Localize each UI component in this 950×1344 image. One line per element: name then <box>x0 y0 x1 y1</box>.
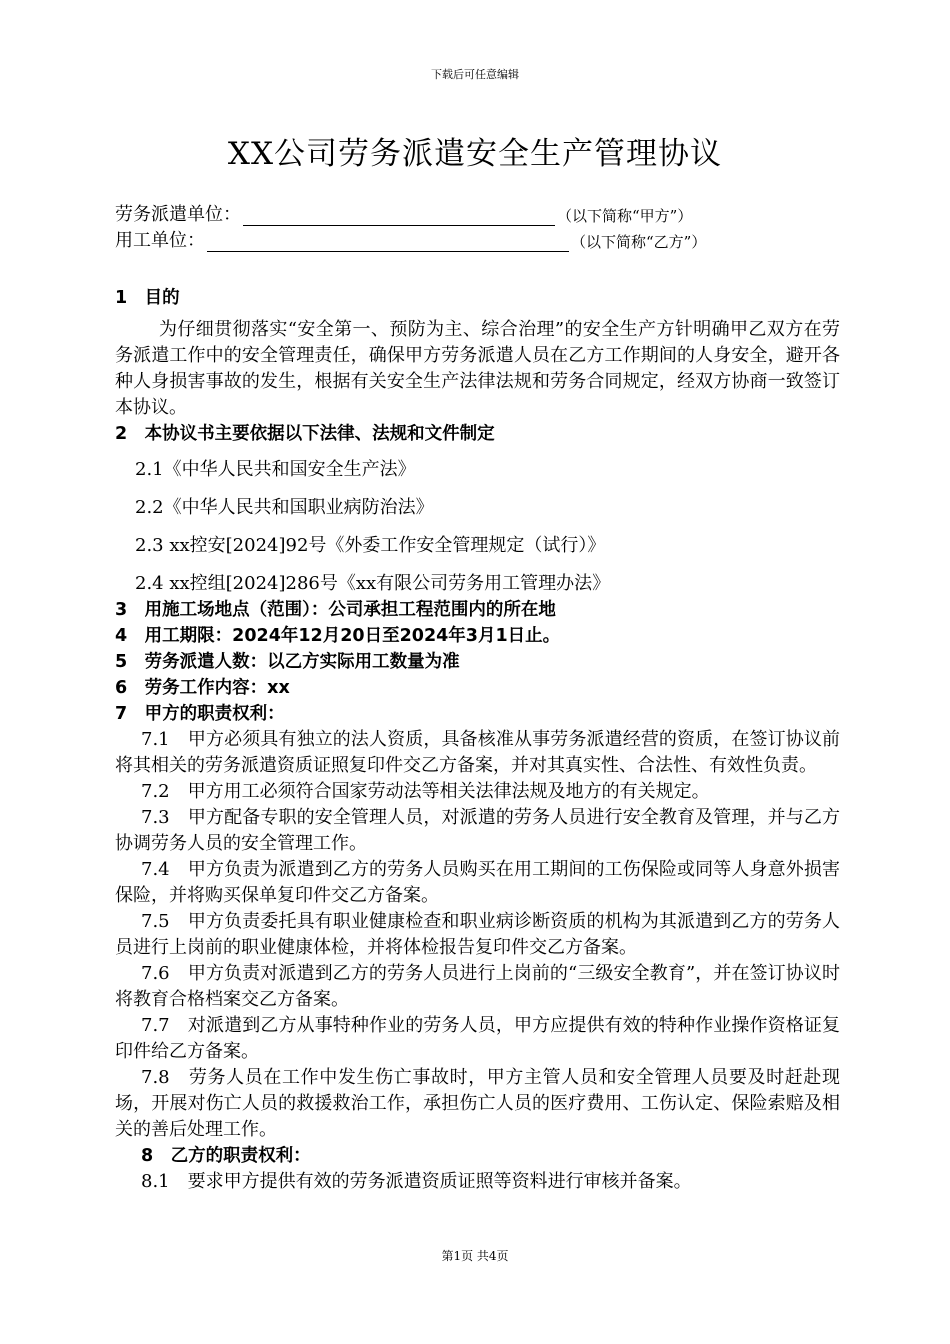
section-2-item: 2.2《中华人民共和国职业病防治法》 <box>135 497 434 518</box>
section-7-item: 7.3 甲方配备专职的安全管理人员，对派遣的劳务人员进行安全教育及管理，并与乙方协调劳务人员的安全管理工作。 <box>115 807 840 854</box>
party-b-note: （以下简称“乙方”） <box>571 233 707 251</box>
header-note: 下载后可任意编辑 <box>431 68 519 81</box>
section-1-heading: 1 目的 <box>115 288 180 308</box>
section-2-item: 2.3 xx控安[2024]92号《外委工作安全管理规定（试行）》 <box>135 535 606 556</box>
section-2-heading: 2 本协议书主要依据以下法律、法规和文件制定 <box>115 424 495 444</box>
section-8-item: 8.1 要求甲方提供有效的劳务派遣资质证照等资料进行审核并备案。 <box>141 1171 692 1192</box>
party-a-line <box>115 200 692 226</box>
section-8-heading: 8 乙方的职责权利： <box>141 1146 311 1166</box>
section-7-item: 7.8 劳务人员在工作中发生伤亡事故时，甲方主管人员和安全管理人员要及时赶赴现场，开展对伤亡人员的救援救治工作，承担伤亡人员的医疗费用、工伤认定、保险索赔及相关的善后处理工作。 <box>115 1067 840 1140</box>
section-2-item: 2.4 xx控组[2024]286号《xx有限公司劳务用工管理办法》 <box>135 573 611 594</box>
section-4: 4 用工期限：2024年12月20日至2024年3月1日止。 <box>115 626 561 646</box>
section-6: 6 劳务工作内容：xx <box>115 678 290 698</box>
section-5: 5 劳务派遣人数：以乙方实际用工数量为准 <box>115 652 460 672</box>
section-7-item: 7.5 甲方负责委托具有职业健康检查和职业病诊断资质的机构为其派遣到乙方的劳务人员进行上岗前的职业健康体检，并将体检报告复印件交乙方备案。 <box>115 911 840 958</box>
section-7-item: 7.4 甲方负责为派遣到乙方的劳务人员购买在用工期间的工伤保险或同等人身意外损害保险，并将购买保单复印件交乙方备案。 <box>115 859 840 906</box>
section-3: 3 用施工场地点（范围）：公司承担工程范围内的所在地 <box>115 600 556 620</box>
section-7-item: 7.1 甲方必须具有独立的法人资质，具备核准从事劳务派遣经营的资质，在签订协议前将其相关的劳务派遣资质证照复印件交乙方备案，并对其真实性、合法性、有效性负责。 <box>115 729 840 776</box>
page-footer: 第1页 共4页 <box>441 1249 509 1263</box>
document-body <box>115 285 840 1195</box>
party-a-note: （以下简称“甲方”） <box>557 207 693 225</box>
party-b-line <box>115 226 706 252</box>
section-7-heading: 7 甲方的职责权利： <box>115 704 285 724</box>
page-title: XX公司劳务派遣安全生产管理协议 <box>227 136 723 172</box>
party-b-blank <box>207 233 569 252</box>
section-7-item: 7.2 甲方用工必须符合国家劳动法等相关法律法规及地方的有关规定。 <box>141 781 710 802</box>
section-1-text: 为仔细贯彻落实“安全第一、预防为主、综合治理”的安全生产方针明确甲乙双方在劳务派遣工作中的安全管理责任，确保甲方劳务派遣人员在乙方工作期间的人身安全，避开各种人身损害事故的发生，根据有关安全生产法律法规和劳务合同规定，经双方协商一致签订本协议。 <box>115 319 840 418</box>
section-7-item: 7.7 对派遣到乙方从事特种作业的劳务人员，甲方应提供有效的特种作业操作资格证复印件给乙方备案。 <box>115 1015 840 1062</box>
party-a-label: 劳务派遣单位： <box>115 204 241 225</box>
section-2-item: 2.1《中华人民共和国安全生产法》 <box>135 459 416 480</box>
party-b-label: 用工单位： <box>115 230 205 251</box>
section-7-item: 7.6 甲方负责对派遣到乙方的劳务人员进行上岗前的“三级安全教育”，并在签订协议时将教育合格档案交乙方备案。 <box>115 963 840 1010</box>
party-a-blank <box>243 207 555 226</box>
